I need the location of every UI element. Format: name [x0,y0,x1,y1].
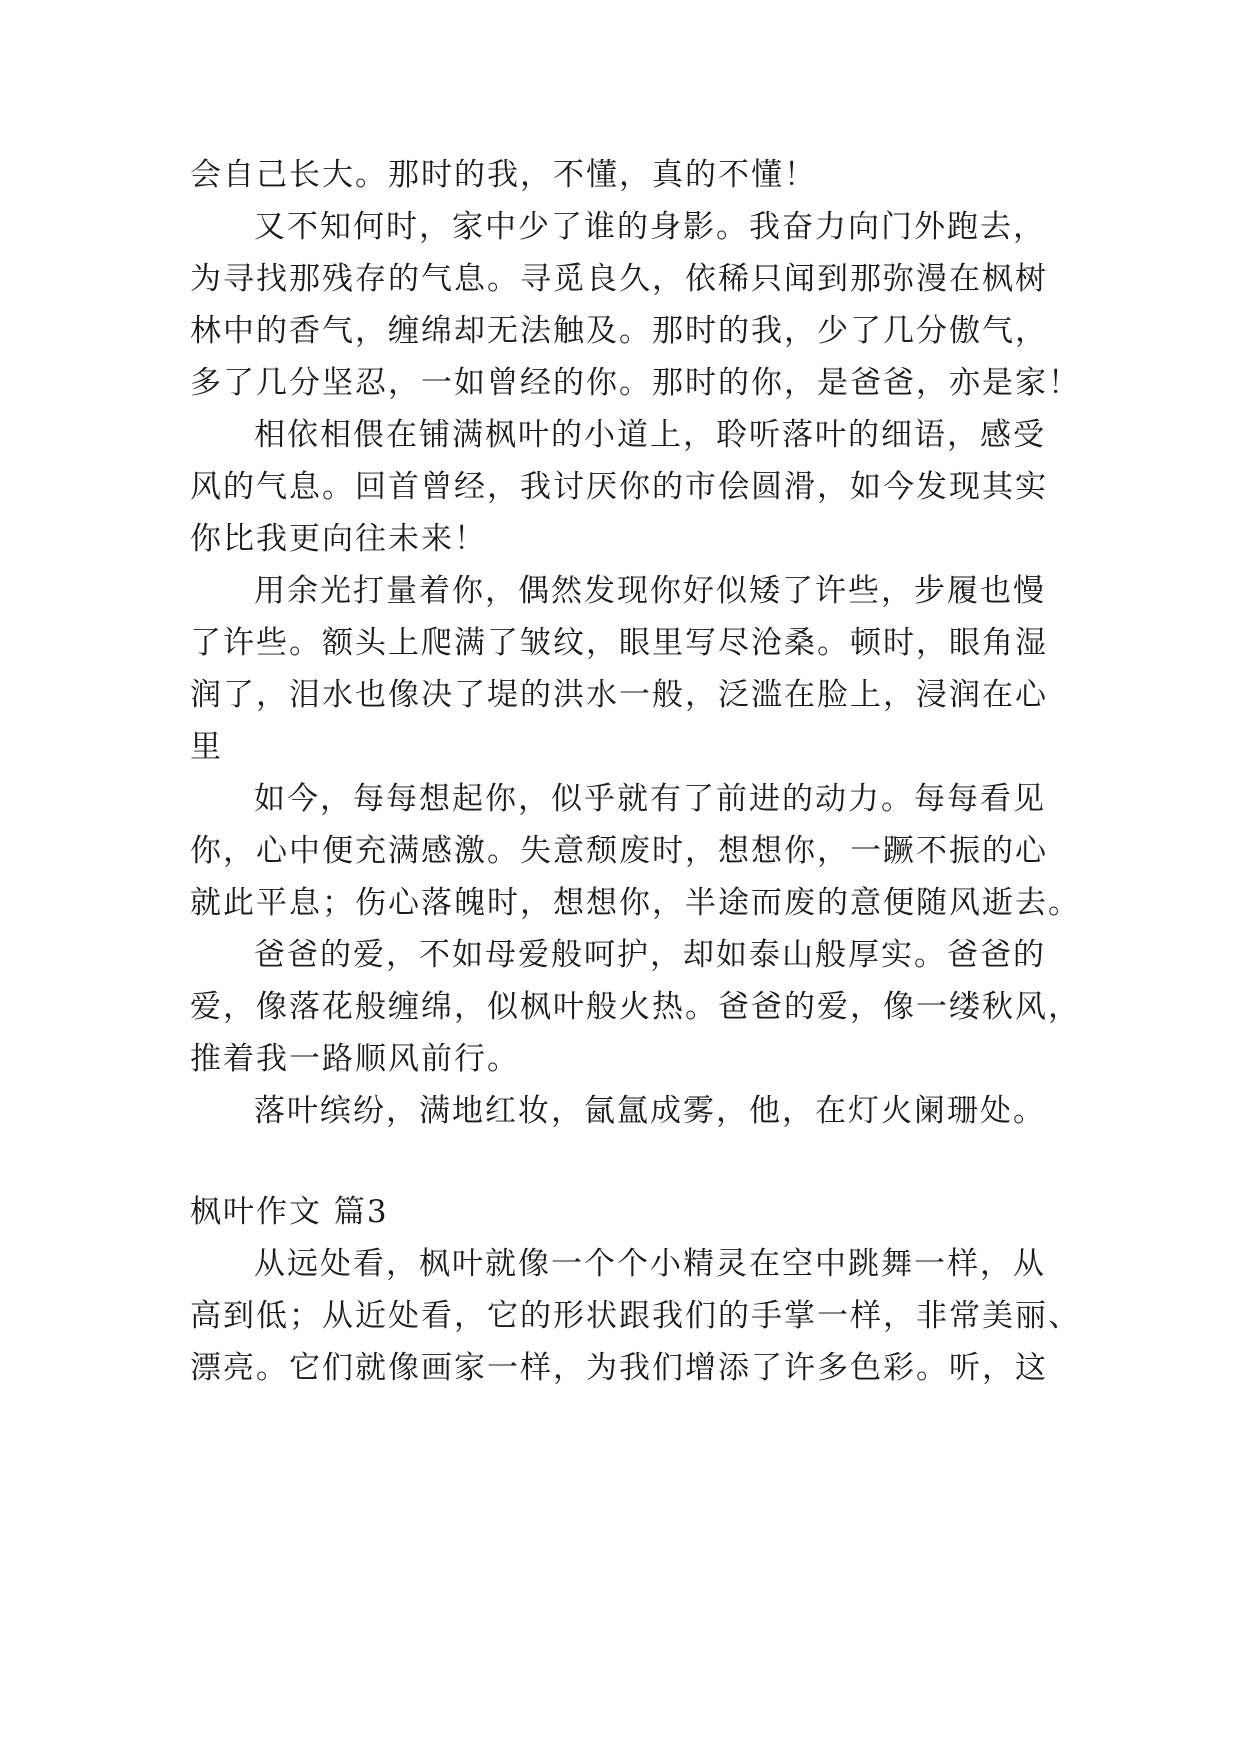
text-line: 高到低；从近处看，它的形状跟我们的手掌一样，非常美丽、 [190,1298,1081,1334]
text-line: 风的气息。回首曾经，我讨厌你的市侩圆滑，如今发现其实 [190,469,1048,505]
text-line: 就此平息；伤心落魄时，想想你，半途而废的意便随风逝去。 [190,885,1081,921]
paragraph-start-line: 如今，每每想起你，似乎就有了前进的动力。每每看见 [254,781,1046,817]
text-line: 润了，泪水也像决了堤的洪水一般，泛滥在脸上，浸润在心 [190,677,1048,713]
text-line: 多了几分坚忍，一如曾经的你。那时的你，是爸爸，亦是家！ [190,365,1081,401]
paragraph-start-line: 相依相偎在铺满枫叶的小道上，聆听落叶的细语，感受 [254,417,1046,453]
paragraph-start-line: 从远处看，枫叶就像一个个小精灵在空中跳舞一样，从 [254,1246,1046,1282]
text-line: 里 [190,729,223,765]
paragraph-start-line: 用余光打量着你，偶然发现你好似矮了许些，步履也慢 [254,573,1046,609]
text-line: 你比我更向往未来！ [190,521,487,557]
text-line: 漂亮。它们就像画家一样，为我们增添了许多色彩。听，这 [190,1350,1048,1386]
text-line: 了许些。额头上爬满了皱纹，眼里写尽沧桑。顿时，眼角湿 [190,625,1048,661]
text-line: 你，心中便充满感激。失意颓废时，想想你，一蹶不振的心 [190,833,1048,869]
text-line: 林中的香气，缠绵却无法触及。那时的我，少了几分傲气， [190,313,1048,349]
text-line: 推着我一路顺风前行。 [190,1041,520,1077]
paragraph-start-line: 落叶缤纷，满地红妆，氤氲成雾，他，在灯火阑珊处。 [254,1093,1046,1129]
section-heading: 枫叶作文 篇3 [190,1194,389,1230]
paragraph-start-line: 爸爸的爱，不如母爱般呵护，却如泰山般厚实。爸爸的 [254,937,1046,973]
paragraph-start-line: 又不知何时，家中少了谁的身影。我奋力向门外跑去， [254,209,1046,245]
text-line: 爱，像落花般缠绵，似枫叶般火热。爸爸的爱，像一缕秋风， [190,989,1081,1025]
text-line: 会自己长大。那时的我，不懂，真的不懂！ [190,157,817,193]
text-line: 为寻找那残存的气息。寻觅良久，依稀只闻到那弥漫在枫树 [190,261,1048,297]
